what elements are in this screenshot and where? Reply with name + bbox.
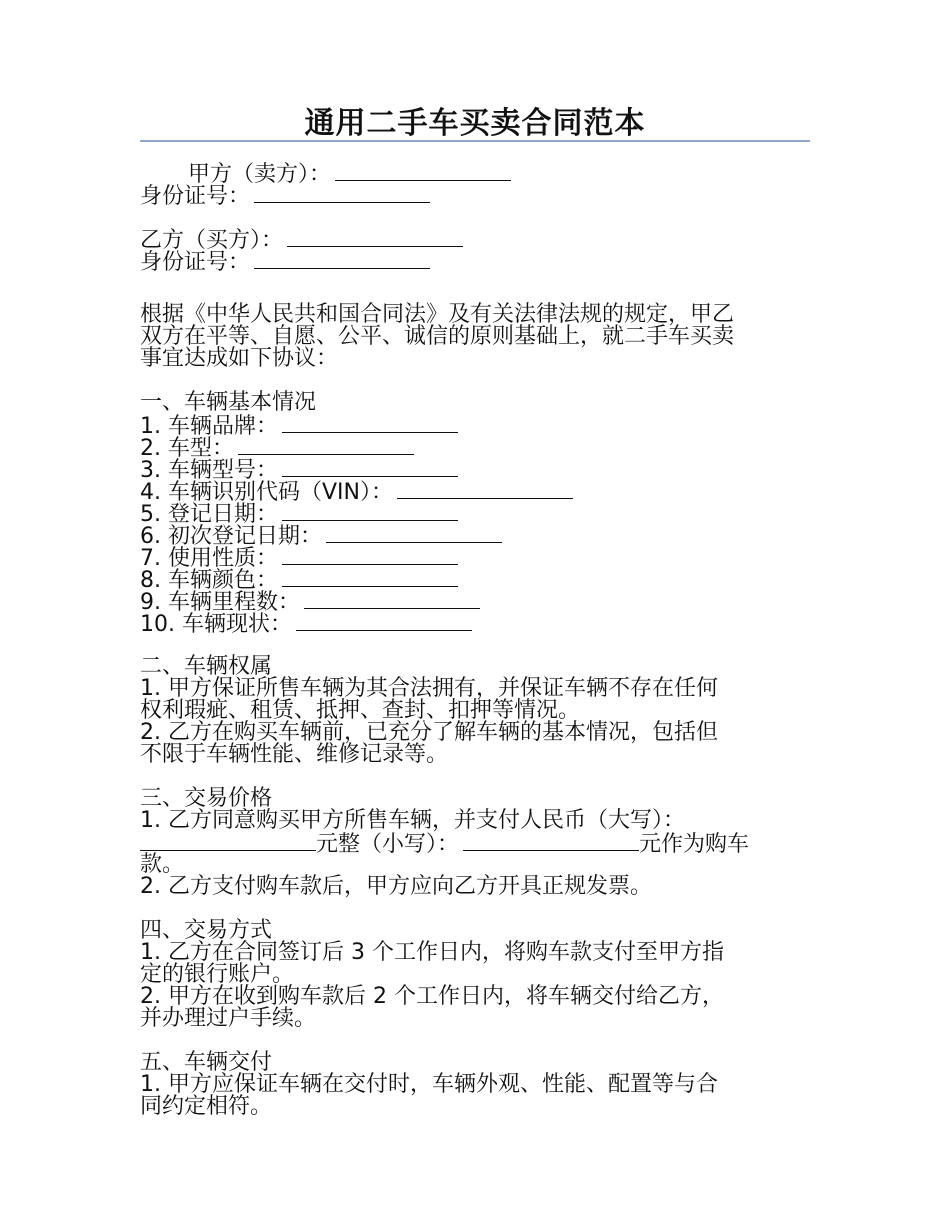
contract-body (140, 156, 810, 1118)
price-lowercase-label: 元整（小写）： (316, 832, 460, 857)
vehicle-item (140, 568, 810, 593)
buyer-line (140, 228, 810, 253)
vehicle-item (140, 414, 810, 439)
preamble-line: 事宜达成如下协议： (140, 346, 339, 371)
spacer (140, 766, 810, 788)
vehicle-item-blank (282, 502, 458, 521)
vehicle-item-blank (282, 414, 458, 433)
vehicle-item-label: 3. 车辆型号： (140, 458, 278, 483)
section2-line: 1. 甲方保证所售车辆为其合法拥有，并保证车辆不存在任何 (140, 676, 718, 701)
buyer-label: 乙方（买方）： (140, 228, 284, 253)
preamble-line: 根据《中华人民共和国合同法》及有关法律法规的规定，甲乙 (140, 302, 735, 327)
section3-line: 款。 (140, 852, 185, 877)
vehicle-item-label: 2. 车型： (140, 436, 234, 461)
section5-line: 同约定相符。 (140, 1094, 273, 1119)
price-line (140, 832, 810, 857)
vehicle-item-blank (282, 458, 458, 477)
seller-line (140, 162, 810, 187)
vehicle-item-label: 8. 车辆颜色： (140, 568, 278, 593)
seller-blank (335, 162, 511, 181)
vehicle-item-label: 9. 车辆里程数： (140, 590, 300, 615)
buyer-id-label: 身份证号： (140, 250, 251, 275)
spacer (140, 272, 810, 294)
vehicle-item-blank (282, 568, 458, 587)
spacer (140, 370, 810, 392)
vehicle-item-blank (304, 590, 480, 609)
vehicle-item-blank (397, 480, 573, 499)
section4-heading: 四、交易方式 (140, 918, 273, 943)
section5-heading: 五、车辆交付 (140, 1050, 273, 1075)
buyer-id-line (140, 250, 810, 275)
vehicle-item-label: 4. 车辆识别代码（VIN）： (140, 480, 393, 505)
section2-line: 不限于车辆性能、维修记录等。 (140, 742, 449, 767)
vehicle-item (140, 458, 810, 483)
vehicle-item (140, 436, 810, 461)
preamble-line: 双方在平等、自愿、公平、诚信的原则基础上，就二手车买卖 (140, 324, 735, 349)
price-suffix: 元作为购车 (639, 832, 750, 857)
vehicle-item (140, 480, 810, 505)
seller-id-label: 身份证号： (140, 184, 251, 209)
buyer-id-blank (254, 250, 430, 269)
section5-line: 1. 甲方应保证车辆在交付时，车辆外观、性能、配置等与合 (140, 1072, 718, 1097)
section3-line: 1. 乙方同意购买甲方所售车辆，并支付人民币（大写）： (140, 808, 685, 833)
vehicle-item-blank (282, 546, 458, 565)
spacer (140, 1030, 810, 1052)
section3-line: 2. 乙方支付购车款后，甲方应向乙方开具正规发票。 (140, 874, 652, 899)
buyer-blank (287, 228, 463, 247)
vehicle-item-label: 10. 车辆现状： (140, 612, 292, 637)
vehicle-item-label: 5. 登记日期： (140, 502, 278, 527)
vehicle-item (140, 502, 810, 527)
price-uppercase-blank (140, 832, 316, 851)
section2-line: 权利瑕疵、租赁、抵押、查封、扣押等情况。 (140, 698, 581, 723)
seller-id-line (140, 184, 810, 209)
section4-line: 2. 甲方在收到购车款后 2 个工作日内，将车辆交付给乙方， (140, 984, 724, 1009)
vehicle-item (140, 524, 810, 549)
section2-line: 2. 乙方在购买车辆前，已充分了解车辆的基本情况，包括但 (140, 720, 718, 745)
section4-line: 定的银行账户。 (140, 962, 295, 987)
section4-line: 并办理过户手续。 (140, 1006, 317, 1031)
spacer (140, 206, 810, 228)
vehicle-item (140, 546, 810, 571)
section2-heading: 二、车辆权属 (140, 654, 273, 679)
seller-label: 甲方（卖方）： (188, 162, 332, 187)
spacer (140, 898, 810, 920)
vehicle-item-label: 6. 初次登记日期： (140, 524, 322, 549)
seller-id-blank (254, 184, 430, 203)
vehicle-item-label: 1. 车辆品牌： (140, 414, 278, 439)
vehicle-item-blank (296, 612, 472, 631)
document-title: 通用二手车买卖合同范本 (304, 106, 646, 141)
vehicle-item (140, 590, 810, 615)
price-lowercase-blank (463, 832, 639, 851)
vehicle-item-blank (326, 524, 502, 543)
section3-heading: 三、交易价格 (140, 786, 273, 811)
title-underline (140, 140, 810, 142)
vehicle-item-label: 7. 使用性质： (140, 546, 278, 571)
section4-line: 1. 乙方在合同签订后 3 个工作日内，将购车款支付至甲方指 (140, 940, 724, 965)
section1-heading: 一、车辆基本情况 (140, 390, 317, 415)
vehicle-item (140, 612, 810, 637)
vehicle-item-blank (238, 436, 414, 455)
spacer (140, 634, 810, 656)
